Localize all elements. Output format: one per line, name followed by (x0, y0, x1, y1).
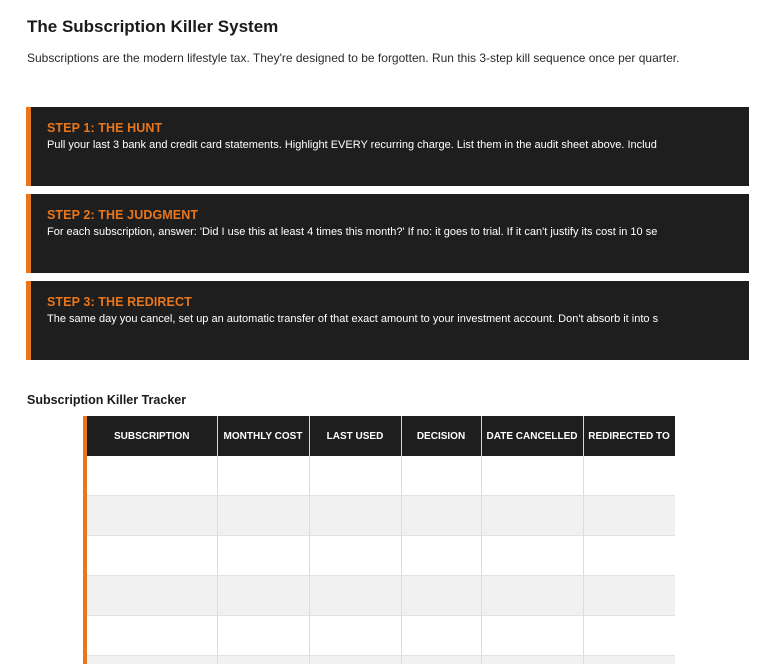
table-row (87, 496, 675, 536)
table-cell[interactable] (481, 576, 583, 616)
tracker-table (87, 416, 675, 664)
table-cell[interactable] (583, 456, 675, 496)
table-cell[interactable] (481, 656, 583, 664)
step-3-card (26, 281, 749, 360)
tracker-header-row (87, 416, 675, 456)
table-cell[interactable] (481, 496, 583, 536)
column-header-last-used: LAST USED (309, 416, 401, 456)
table-cell[interactable] (309, 576, 401, 616)
table-cell[interactable] (87, 576, 217, 616)
step-2-text: For each subscription, answer: 'Did I use this at least 4 times this month?' If no: it goes to trial. If it can't justify its cost in 10 se (47, 226, 658, 238)
table-cell[interactable] (309, 656, 401, 664)
table-cell[interactable] (217, 536, 309, 576)
table-cell[interactable] (217, 496, 309, 536)
step-2-card (26, 194, 749, 273)
column-header-subscription: SUBSCRIPTION (87, 416, 217, 456)
table-cell[interactable] (87, 456, 217, 496)
table-cell[interactable] (401, 656, 481, 664)
column-header-date-cancelled: DATE CANCELLED (481, 416, 583, 456)
table-row (87, 616, 675, 656)
table-cell[interactable] (309, 496, 401, 536)
step-1-title: STEP 1: THE HUNT (47, 121, 163, 135)
table-cell[interactable] (583, 536, 675, 576)
column-header-monthly-cost: MONTHLY COST (217, 416, 309, 456)
step-1-text: Pull your last 3 bank and credit card statements. Highlight EVERY recurring charge. List them in the audit sheet above. Includ (47, 139, 657, 151)
table-cell[interactable] (87, 536, 217, 576)
table-cell[interactable] (87, 656, 217, 664)
table-cell[interactable] (401, 536, 481, 576)
table-row (87, 456, 675, 496)
step-2-title: STEP 2: THE JUDGMENT (47, 208, 199, 222)
step-3-title: STEP 3: THE REDIRECT (47, 295, 192, 309)
table-cell[interactable] (583, 496, 675, 536)
table-cell[interactable] (583, 576, 675, 616)
table-cell[interactable] (309, 616, 401, 656)
step-1-card (26, 107, 749, 186)
table-row (87, 576, 675, 616)
page-title: The Subscription Killer System (27, 17, 279, 36)
table-cell[interactable] (217, 656, 309, 664)
tracker-table-wrapper (83, 416, 675, 664)
table-row (87, 536, 675, 576)
table-cell[interactable] (481, 456, 583, 496)
table-cell[interactable] (401, 496, 481, 536)
table-cell[interactable] (401, 616, 481, 656)
table-cell[interactable] (309, 456, 401, 496)
table-cell[interactable] (401, 456, 481, 496)
table-cell[interactable] (583, 656, 675, 664)
column-header-redirected-to: REDIRECTED TO (583, 416, 675, 456)
column-header-decision: DECISION (401, 416, 481, 456)
intro-paragraph: Subscriptions are the modern lifestyle tax. They're designed to be forgotten. Run this 3-step kill sequence once per quarter. (27, 51, 680, 65)
table-cell[interactable] (583, 616, 675, 656)
step-3-text: The same day you cancel, set up an automatic transfer of that exact amount to your investment account. Don't absorb it into s (47, 313, 659, 325)
table-cell[interactable] (309, 536, 401, 576)
table-cell[interactable] (481, 536, 583, 576)
table-cell[interactable] (87, 496, 217, 536)
table-row (87, 656, 675, 664)
table-cell[interactable] (481, 616, 583, 656)
table-cell[interactable] (401, 576, 481, 616)
table-cell[interactable] (217, 456, 309, 496)
table-cell[interactable] (87, 616, 217, 656)
table-cell[interactable] (217, 616, 309, 656)
tracker-title: Subscription Killer Tracker (27, 393, 187, 407)
table-cell[interactable] (217, 576, 309, 616)
